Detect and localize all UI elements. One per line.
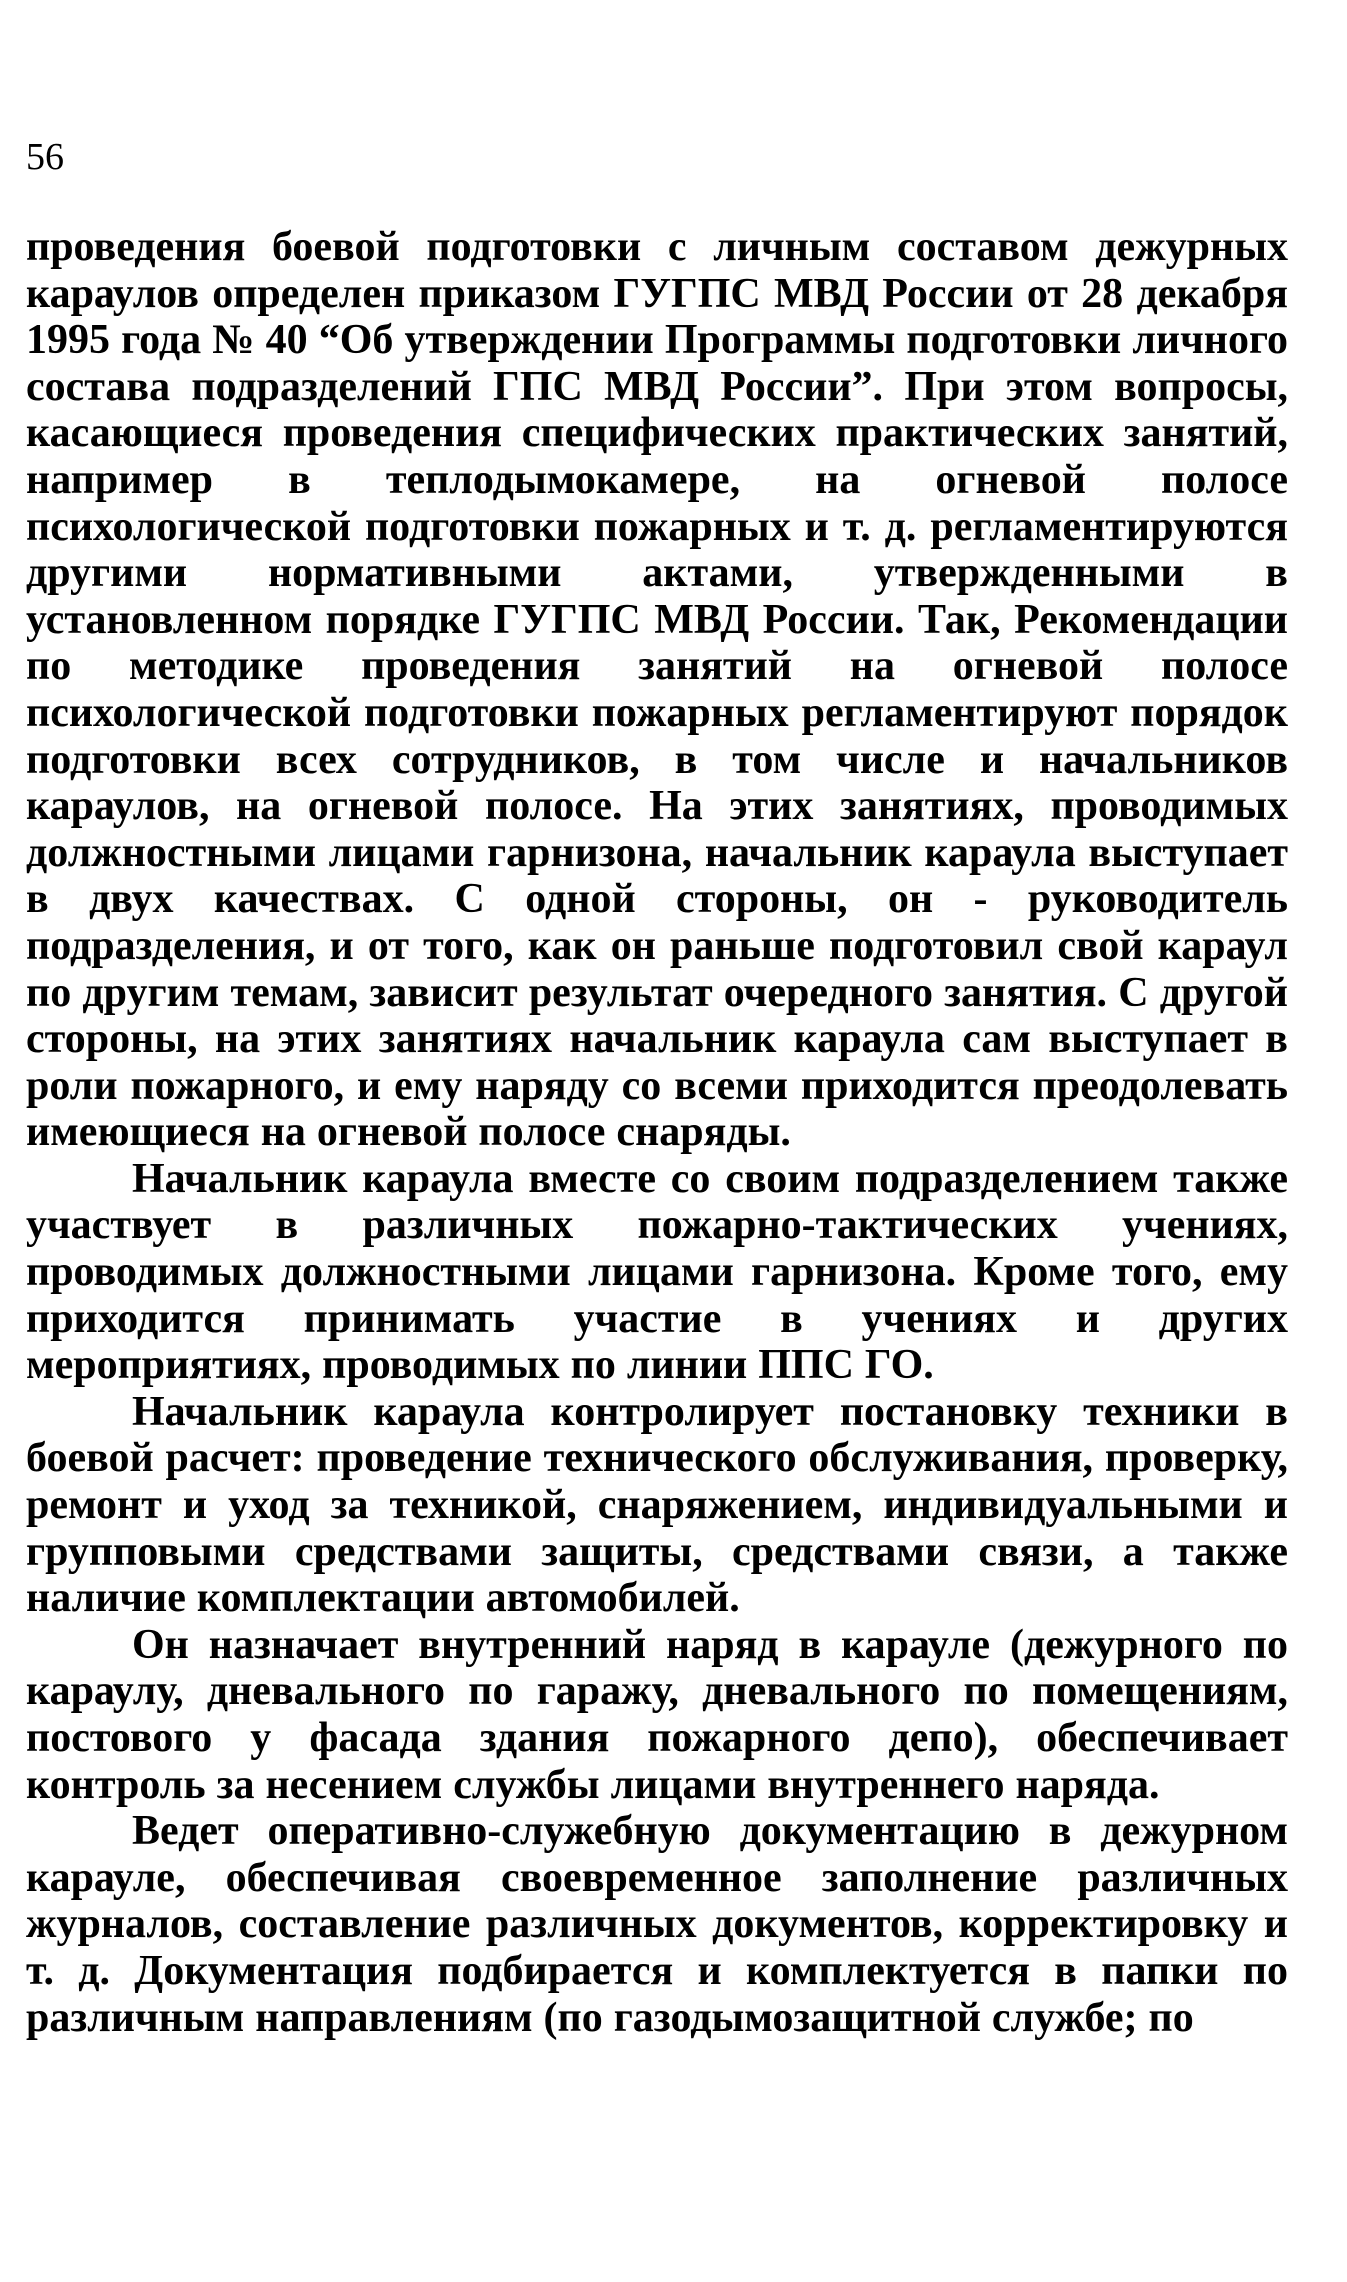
page-body xyxy=(26,224,1288,2041)
page-number: 56 xyxy=(26,136,64,178)
paragraph-5: Ведет оперативно-служебную документацию в дежурном карауле, обеспечивая своевременное заполнение различных журналов, составление различных документов, корректировку и т. д. Документация подбирается и комплектуется в папки по различным направлениям (по газодымозащитной службе; по xyxy=(26,1808,1288,2041)
paragraph-1: проведения боевой подготовки с личным составом дежурных караулов определен приказом ГУГПС МВД России от 28 декабря 1995 года № 40 “Об утверждении Программы подготовки личного состава подразделений ГПС МВД России”. При этом вопросы, касающиеся проведения специфических практических занятий, например в теплодымокамере, на огневой полосе психологической подготовки пожарных и т. д. регламентируются другими нормативными актами, утвержденными в установленном порядке ГУГПС МВД России. Так, Рекомендации по методике проведения занятий на огневой полосе психологической подготовки пожарных регламентируют порядок подготовки всех сотрудников, в том числе и начальников караулов, на огневой полосе. На этих занятиях, проводимых должностными лицами гарнизона, начальник караула выступает в двух качествах. С одной стороны, он - руководитель подразделения, и от того, как он раньше подготовил свой караул по другим темам, зависит результат очередного занятия. С другой стороны, на этих занятиях начальник караула сам выступает в роли пожарного, и ему наряду со всеми приходится преодолевать имеющиеся на огневой полосе снаряды. xyxy=(26,224,1288,1156)
paragraph-4: Он назначает внутренний наряд в карауле (дежурного по караулу, дневального по гаражу, дневального по помещениям, постового у фасада здания пожарного депо), обеспечивает контроль за несением службы лицами внутреннего наряда. xyxy=(26,1621,1288,1808)
paragraph-2: Начальник караула вместе со своим подразделением также участвует в различных пожарно-тактических учениях, проводимых должностными лицами гарнизона. Кроме того, ему приходится принимать участие в учениях и других мероприятиях, проводимых по линии ППС ГО. xyxy=(26,1155,1288,1389)
paragraph-3: Начальник караула контролирует постановку техники в боевой расчет: проведение технического обслуживания, проверку, ремонт и уход за техникой, снаряжением, индивидуальными и групповыми средствами защиты, средствами связи, а также наличие комплектации автомобилей. xyxy=(26,1388,1288,1622)
